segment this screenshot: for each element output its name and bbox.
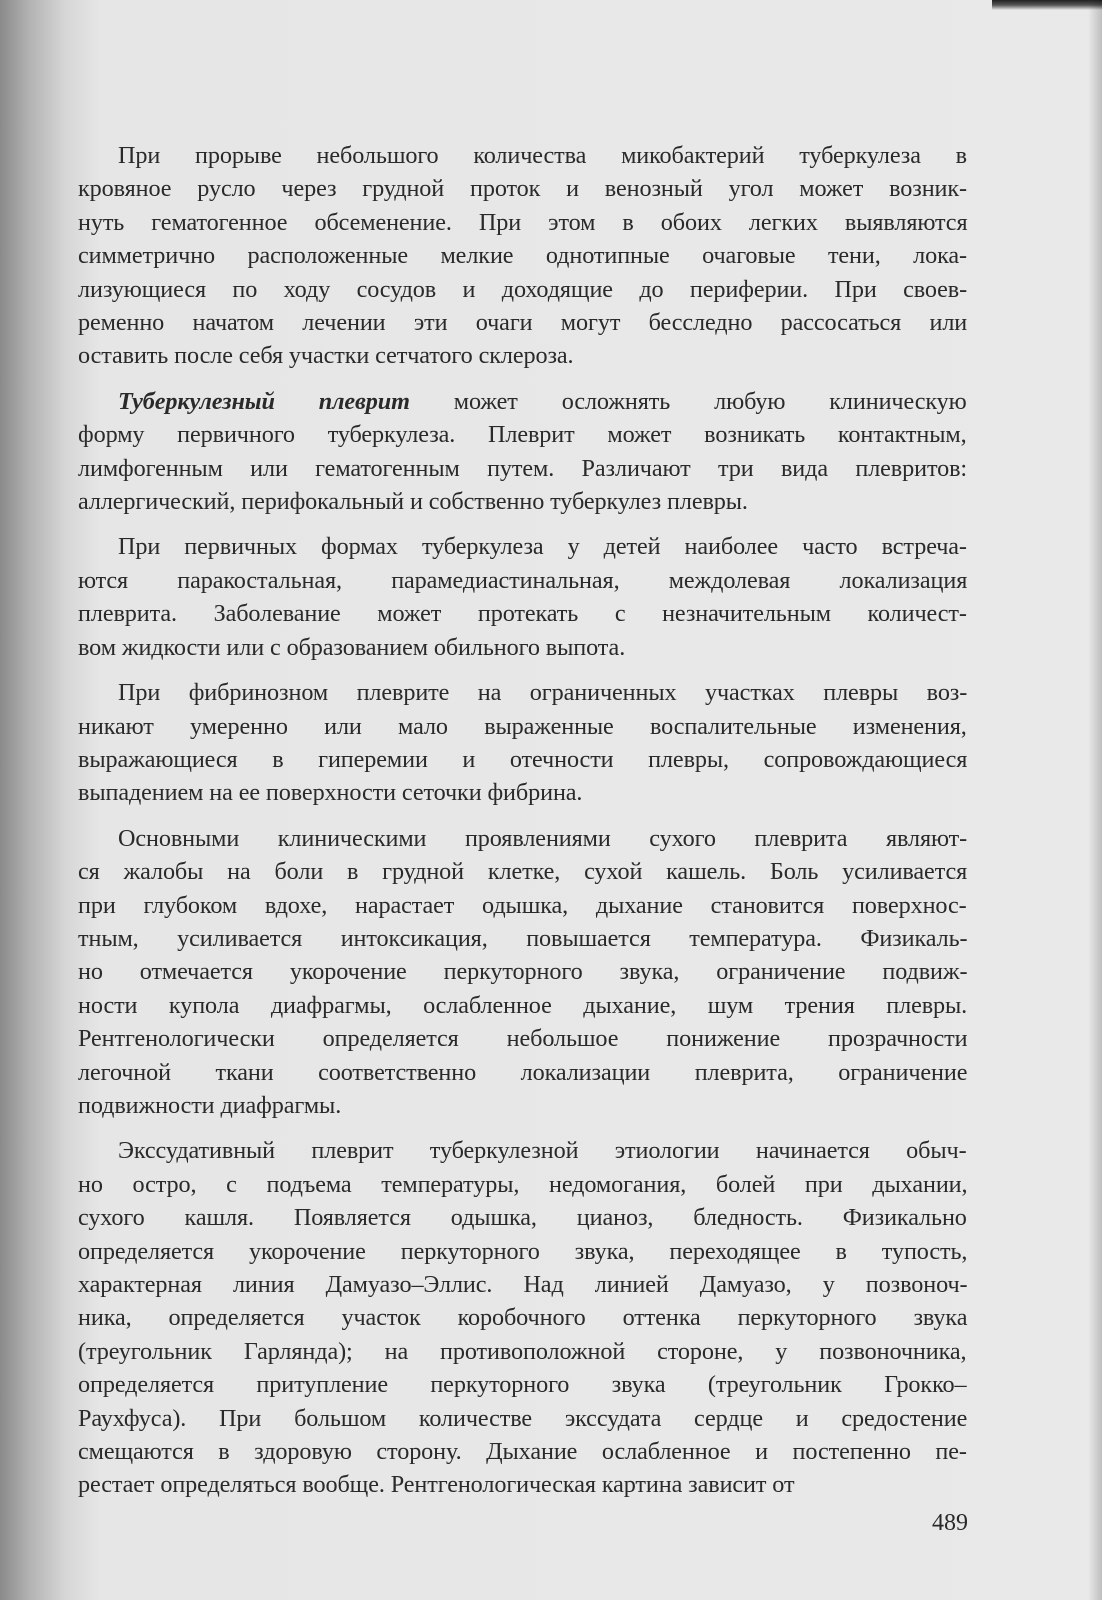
text-line: выражающиеся в гиперемии и отечности плевры, сопровождающиеся	[78, 745, 968, 773]
text-line: ся жалобы на боли в грудной клетке, сухой кашель. Боль усиливается	[78, 858, 968, 886]
text-line: симметрично расположенные мелкие однотипные очаговые тени, лока-	[78, 242, 967, 270]
text-line: подвижности диафрагмы.	[78, 1091, 342, 1119]
line-text: может осложнять любую клиническую	[409, 387, 967, 415]
text-line: При первичных формах туберкулеза у детей наиболее часто встреча-	[118, 533, 967, 561]
text-line: но отмечается укорочение перкуторного звука, ограничение подвиж-	[78, 958, 968, 986]
text-line: лимфогенным или гематогенным путем. Различают три вида плевритов:	[78, 454, 968, 482]
page-number: 489	[932, 1510, 968, 1536]
text-line: лизующиеся по ходу сосудов и доходящие до периферии. При своев-	[78, 275, 968, 303]
text-line: ника, определяется участок коробочного оттенка перкуторного звука	[78, 1304, 968, 1332]
paragraph	[78, 1134, 967, 1501]
text-line: но остро, с подъема температуры, недомогания, болей при дыхании,	[78, 1170, 968, 1198]
page-edge-shadow	[1088, 0, 1102, 1600]
page-body-text	[78, 139, 967, 1514]
text-line: кровяное русло через грудной проток и венозный угол может возник-	[78, 175, 968, 203]
text-line: вом жидкости или с образованием обильного выпота.	[78, 633, 626, 661]
text-line: никают умеренно или мало выраженные воспалительные изменения,	[78, 712, 967, 740]
paragraph	[78, 822, 967, 1123]
paragraph	[78, 530, 967, 664]
paragraph	[78, 139, 967, 373]
text-line: При фибринозном плеврите на ограниченных участках плевры воз-	[118, 679, 968, 707]
paragraph	[78, 676, 967, 810]
text-line: (треугольник Гарлянда); на противоположной стороне, у позвоночника,	[78, 1337, 967, 1365]
scan-edge-mark	[992, 0, 1102, 10]
emphasized-term: Туберкулезный плеврит	[118, 387, 410, 415]
text-line: определяется притупление перкуторного звука (треугольник Грокко–	[78, 1371, 967, 1399]
text-line: определяется укорочение перкуторного звука, переходящее в тупость,	[78, 1237, 968, 1265]
text-line: При прорыве небольшого количества микобактерий туберкулеза в	[118, 142, 967, 169]
text-line: смещаются в здоровую сторону. Дыхание ослабленное и постепенно пе-	[78, 1438, 967, 1466]
text-line: Раухфуса). При большом количестве экссудата сердце и средостение	[78, 1404, 968, 1432]
text-line: Основными клиническими проявлениями сухого плеврита являют-	[118, 824, 968, 852]
text-line: тным, усиливается интоксикация, повышается температура. Физикаль-	[78, 924, 968, 952]
text-line: ности купола диафрагмы, ослабленное дыхание, шум трения плевры.	[78, 991, 968, 1019]
text-line: нуть гематогенное обсеменение. При этом в обоих легких выявляются	[78, 208, 968, 236]
text-line: при глубоком вдохе, нарастает одышка, дыхание становится поверхнос-	[78, 891, 967, 919]
text-line: Экссудативный плеврит туберкулезной этиологии начинается обыч-	[118, 1137, 967, 1165]
text-line: сухого кашля. Появляется одышка, цианоз, бледность. Физикально	[78, 1204, 967, 1232]
text-line: ются паракостальная, парамедиастинальная, междолевая локализация	[78, 566, 968, 594]
text-line: форму первичного туберкулеза. Плеврит может возникать контактным,	[78, 421, 967, 449]
text-line: оставить после себя участки сетчатого склероза.	[78, 342, 574, 370]
text-line: легочной ткани соответственно локализации плеврита, ограничение	[78, 1058, 968, 1086]
text-line: ременно начатом лечении эти очаги могут бесследно рассосаться или	[78, 309, 968, 337]
text-line: Рентгенологически определяется небольшое понижение прозрачности	[78, 1025, 968, 1053]
text-line: характерная линия Дамуазо–Эллис. Над линией Дамуазо, у позвоноч-	[78, 1271, 968, 1298]
text-line: рестает определяться вообще. Рентгенологическая картина зависит от	[78, 1471, 795, 1499]
text-line: аллергический, перифокальный и собственно туберкулез плевры.	[78, 488, 748, 516]
text-line	[78, 385, 967, 418]
text-line: выпадением на ее поверхности сеточки фибрина.	[78, 779, 583, 807]
paragraph	[78, 385, 967, 519]
text-line: плеврита. Заболевание может протекать с незначительным количест-	[78, 600, 967, 628]
